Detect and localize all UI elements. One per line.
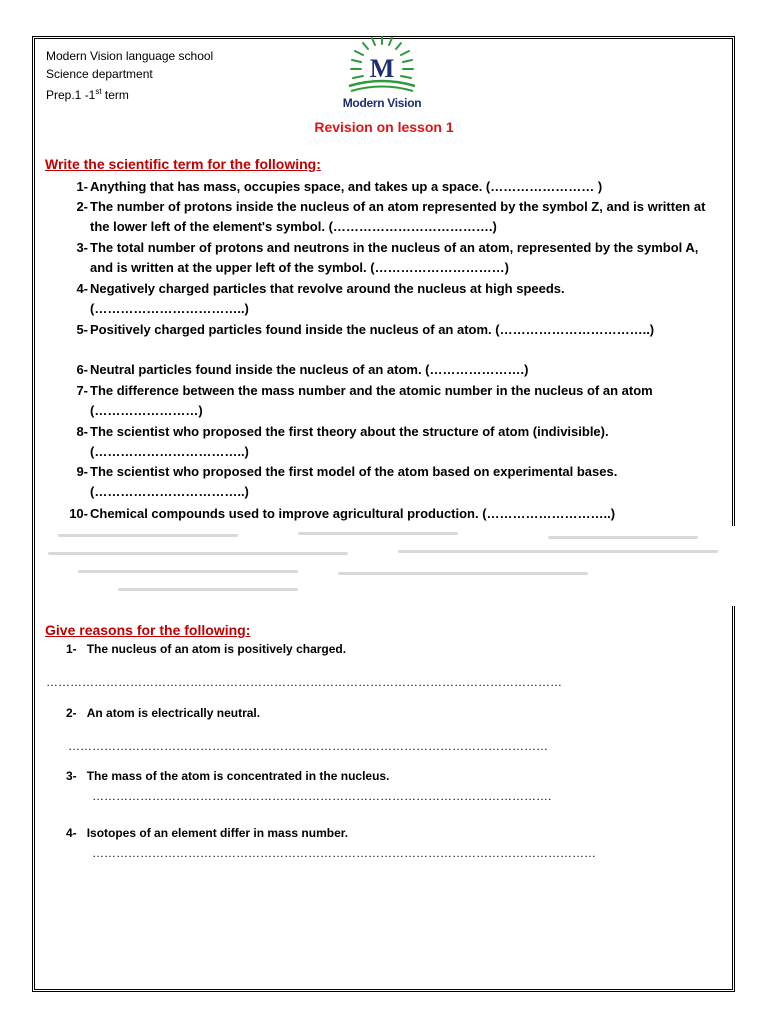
term-question: 5- Positively charged particles found inside the nucleus of an atom. (……………………………..) xyxy=(76,322,655,337)
reason-question: 3- The mass of the atom is concentrated in the nucleus. xyxy=(66,769,390,783)
answer-line[interactable]: ……………………………………………………………………………………………………………… xyxy=(92,846,596,860)
answer-line[interactable]: ………………………………………………………………………………………………………………… xyxy=(46,675,562,689)
reason-question: 1- The nucleus of an atom is positively charged. xyxy=(66,642,347,656)
logo-sunburst-icon xyxy=(341,36,423,98)
school-logo xyxy=(341,36,423,110)
term-question: 4- Negatively charged particles that revolve around the nucleus at high speeds. (……………………………..) xyxy=(76,281,565,317)
term-question: 9- The scientist who proposed the first model of the atom based on experimental bases. (……………………………..) xyxy=(76,464,618,500)
term-question: 8- The scientist who proposed the first theory about the structure of atom (indivisible). (……………………………..) xyxy=(76,424,609,460)
reason-question: 4- Isotopes of an element differ in mass number. xyxy=(66,826,349,840)
school-info xyxy=(46,47,213,104)
section2-heading: Give reasons for the following: xyxy=(45,622,251,638)
grade-term: Prep.1 -1st term xyxy=(46,87,129,102)
obscured-area xyxy=(38,526,735,606)
department: Science department xyxy=(46,67,153,81)
school-name: Modern Vision language school xyxy=(46,49,214,63)
term-question: 7- The difference between the mass number and the atomic number in the nucleus of an atom (……………………) xyxy=(76,383,653,419)
term-question: 2- The number of protons inside the nucleus of an atom represented by the symbol Z, and is written at the lower left of the element's symbol. (……………………………….) xyxy=(76,199,706,235)
answer-line[interactable]: ……………………………………………………………………………………………………. xyxy=(92,789,552,803)
svg-text:M: M xyxy=(369,54,395,83)
section1-heading: Write the scientific term for the following: xyxy=(45,156,321,172)
term-question: 3- The total number of protons and neutrons in the nucleus of an atom, represented by the symbol A, and is written at the upper left of the symbol. (…………………………) xyxy=(76,240,699,276)
term-question: 6- Neutral particles found inside the nucleus of an atom. (………………….) xyxy=(76,362,529,377)
worksheet-title: Revision on lesson 1 xyxy=(314,119,454,135)
term-question: 1- Anything that has mass, occupies space, and takes up a space. (…………………… ) xyxy=(76,179,603,194)
term-question: 10- Chemical compounds used to improve agricultural production. (………………………..) xyxy=(69,506,616,521)
reason-question: 2- An atom is electrically neutral. xyxy=(66,706,261,720)
logo-text: Modern Vision xyxy=(342,96,422,110)
answer-line[interactable]: ………………………………………………………………………………………………………… xyxy=(68,739,548,753)
